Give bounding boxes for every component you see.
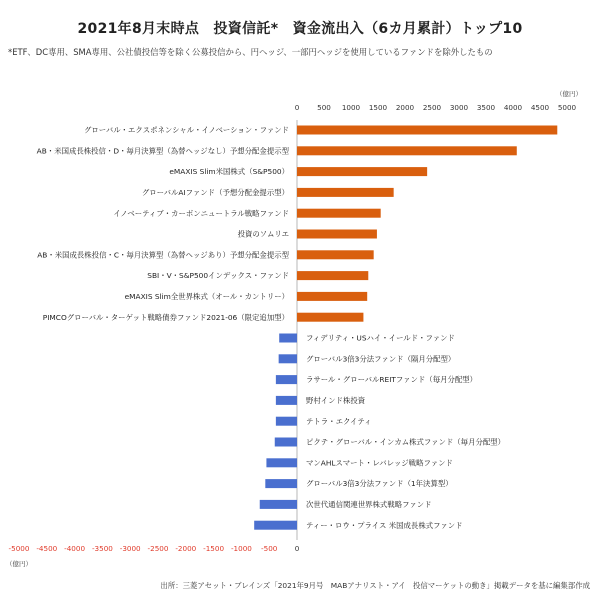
outflow-bar bbox=[279, 334, 297, 343]
outflow-fund-label: 野村インド株投資 bbox=[306, 396, 366, 405]
top-tick-label: 5000 bbox=[557, 103, 577, 112]
outflow-bar bbox=[276, 375, 297, 384]
inflow-fund-label: グローバルAIファンド（予想分配金提示型） bbox=[141, 188, 289, 197]
outflow-bar bbox=[279, 354, 297, 363]
outflow-bar bbox=[276, 417, 297, 426]
source-note: 出所：三菱アセット・ブレインズ「2021年9月号 MABアナリスト・アイ 投信マーケットの動き」掲載データを基に編集部作成 bbox=[160, 581, 590, 590]
inflow-bar bbox=[297, 250, 374, 259]
outflow-fund-label: ラサール・グローバルREITファンド（毎月分配型） bbox=[306, 375, 478, 385]
chart-subtitle: *ETF、DC専用、SMA専用、公社債投信等を除く公募投信から、円ヘッジ、一部円ヘッジを使用しているファンドを除外したもの bbox=[8, 47, 493, 57]
bottom-tick-label: -4000 bbox=[64, 544, 86, 553]
top-axis-unit: （億円） bbox=[556, 90, 582, 98]
inflow-fund-label: PIMCOグローバル・ターゲット戦略債券ファンド2021-06（限定追加型） bbox=[42, 312, 289, 322]
top-tick-label: 1500 bbox=[368, 103, 388, 112]
inflow-fund-label: AB・米国成長株投信・D・毎月決算型（為替ヘッジなし）予想分配金提示型 bbox=[36, 146, 289, 156]
outflow-bar bbox=[275, 438, 297, 447]
outflow-bar bbox=[265, 479, 297, 488]
outflow-fund-label: グローバル3倍3分法ファンド（隔月分配型） bbox=[306, 354, 456, 364]
inflow-bar bbox=[297, 209, 381, 218]
outflow-bar bbox=[276, 396, 297, 405]
bottom-tick-label: -2000 bbox=[175, 544, 197, 553]
top-tick-label: 0 bbox=[294, 103, 300, 112]
outflow-bar bbox=[266, 458, 297, 467]
inflow-fund-label: グローバル・エクスポネンシャル・イノベーション・ファンド bbox=[84, 125, 289, 135]
inflow-bar bbox=[297, 126, 557, 135]
bottom-tick-label: -1500 bbox=[203, 544, 225, 553]
bottom-tick-label: -5000 bbox=[8, 544, 30, 553]
top-tick-label: 3500 bbox=[476, 103, 496, 112]
outflow-fund-label: ティー・ロウ・プライス 米国成長株式ファンド bbox=[306, 520, 463, 530]
outflow-fund-label: 次世代通信関連世界株式戦略ファンド bbox=[306, 500, 432, 509]
bottom-tick-label: -500 bbox=[261, 544, 278, 553]
inflow-fund-label: eMAXIS Slim全世界株式（オール・カントリー） bbox=[124, 292, 289, 301]
inflow-bar bbox=[297, 146, 517, 155]
inflow-fund-label: eMAXIS Slim米国株式（S&P500） bbox=[169, 167, 289, 177]
top-tick-label: 2000 bbox=[395, 103, 415, 112]
bottom-tick-label: 0 bbox=[294, 544, 300, 553]
top-tick-label: 4500 bbox=[530, 103, 550, 112]
top-tick-label: 500 bbox=[317, 103, 331, 112]
top-tick-label: 3000 bbox=[449, 103, 469, 112]
outflow-fund-label: マンAHLスマート・レバレッジ戦略ファンド bbox=[306, 458, 453, 468]
top-tick-label: 4000 bbox=[503, 103, 523, 112]
inflow-fund-label: 投資のソムリエ bbox=[237, 229, 289, 239]
top-tick-label: 2500 bbox=[422, 103, 442, 112]
inflow-bar bbox=[297, 188, 394, 197]
inflow-bar bbox=[297, 313, 363, 322]
outflow-bar bbox=[254, 521, 297, 530]
bottom-tick-label: -2500 bbox=[147, 544, 169, 553]
inflow-fund-label: AB・米国成長株投信・C・毎月決算型（為替ヘッジあり）予想分配金提示型 bbox=[37, 250, 289, 260]
bottom-tick-label: -3500 bbox=[91, 544, 113, 553]
bottom-tick-label: -4500 bbox=[36, 544, 58, 553]
top-tick-label: 1000 bbox=[341, 103, 361, 112]
inflow-fund-label: SBI・V・S&P500インデックス・ファンド bbox=[147, 271, 289, 281]
outflow-fund-label: ピクテ・グローバル・インカム株式ファンド（毎月分配型） bbox=[306, 437, 506, 447]
inflow-bar bbox=[297, 167, 427, 176]
chart-title: 2021年8月末時点 投資信託* 資金流出入（6カ月累計）トップ10 bbox=[77, 21, 523, 37]
outflow-fund-label: テトラ・エクイティ bbox=[306, 416, 372, 426]
inflow-bar bbox=[297, 271, 368, 280]
outflow-fund-label: グローバル3倍3分法ファンド（1年決算型） bbox=[306, 479, 453, 489]
inflow-fund-label: イノベーティブ・カーボンニュートラル戦略ファンド bbox=[113, 208, 289, 218]
outflow-bar bbox=[260, 500, 297, 509]
outflow-fund-label: フィデリティ・USハイ・イールド・ファンド bbox=[306, 333, 455, 343]
bottom-tick-label: -1000 bbox=[230, 544, 252, 553]
bottom-tick-label: -3000 bbox=[119, 544, 141, 553]
inflow-bar bbox=[297, 292, 367, 301]
inflow-bar bbox=[297, 230, 377, 239]
bottom-axis-unit: （億円） bbox=[6, 560, 32, 568]
